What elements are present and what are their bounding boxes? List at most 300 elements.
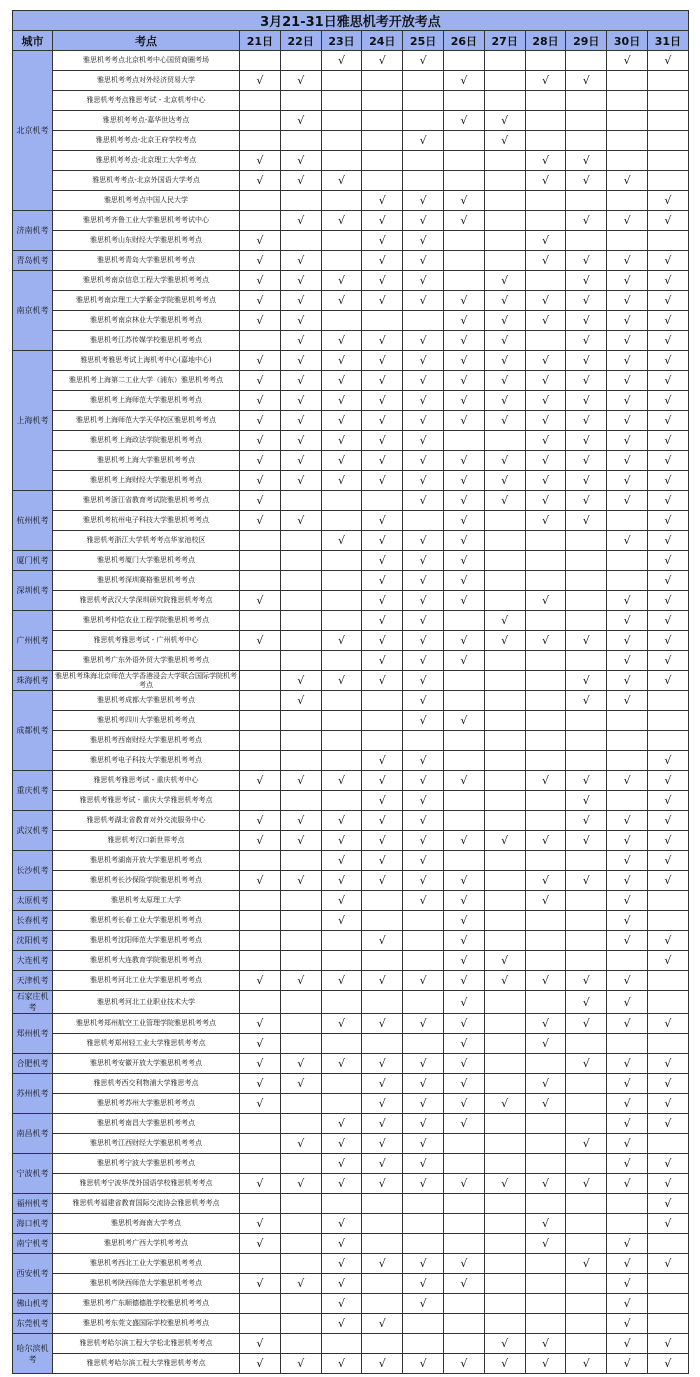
check-mark-cell: √ bbox=[321, 351, 362, 371]
table-row bbox=[13, 331, 689, 351]
check-mark-cell: √ bbox=[484, 351, 525, 371]
empty-day-cell bbox=[647, 1294, 688, 1314]
check-mark-cell: √ bbox=[443, 1094, 484, 1114]
check-mark-cell: √ bbox=[607, 631, 648, 651]
empty-day-cell bbox=[566, 891, 607, 911]
empty-day-cell bbox=[525, 571, 566, 591]
check-mark-cell: √ bbox=[566, 691, 607, 711]
empty-day-cell bbox=[240, 131, 281, 151]
empty-day-cell bbox=[566, 231, 607, 251]
check-mark-cell: √ bbox=[566, 1174, 607, 1194]
site-cell: 雅思机考河北工业大学雅思机考考点 bbox=[53, 971, 240, 991]
check-mark-cell: √ bbox=[566, 71, 607, 91]
site-cell: 雅思机考海南大学考点 bbox=[53, 1214, 240, 1234]
schedule-table bbox=[12, 10, 689, 1374]
check-mark-cell: √ bbox=[607, 1094, 648, 1114]
empty-day-cell bbox=[647, 731, 688, 751]
table-row bbox=[13, 731, 689, 751]
check-mark-cell: √ bbox=[403, 191, 444, 211]
empty-day-cell bbox=[607, 731, 648, 751]
check-mark-cell: √ bbox=[362, 851, 403, 871]
check-mark-cell: √ bbox=[280, 271, 321, 291]
check-mark-cell: √ bbox=[362, 1074, 403, 1094]
check-mark-cell: √ bbox=[403, 131, 444, 151]
city-cell: 上海机考 bbox=[13, 351, 53, 491]
table-row bbox=[13, 1254, 689, 1274]
check-mark-cell: √ bbox=[240, 171, 281, 191]
check-mark-cell: √ bbox=[443, 211, 484, 231]
empty-day-cell bbox=[280, 91, 321, 111]
check-mark-cell: √ bbox=[403, 551, 444, 571]
check-mark-cell: √ bbox=[566, 371, 607, 391]
empty-day-cell bbox=[484, 51, 525, 71]
empty-day-cell bbox=[240, 891, 281, 911]
check-mark-cell: √ bbox=[321, 1174, 362, 1194]
city-cell: 福州机考 bbox=[13, 1194, 53, 1214]
site-cell: 雅思机考考点-北京王府学校考点 bbox=[53, 131, 240, 151]
check-mark-cell: √ bbox=[484, 131, 525, 151]
table-row bbox=[13, 231, 689, 251]
check-mark-cell: √ bbox=[443, 1274, 484, 1294]
table-row bbox=[13, 1174, 689, 1194]
empty-day-cell bbox=[647, 911, 688, 931]
site-cell: 雅思机考上海大学雅思机考考点 bbox=[53, 451, 240, 471]
check-mark-cell: √ bbox=[525, 411, 566, 431]
empty-day-cell bbox=[362, 1334, 403, 1354]
empty-day-cell bbox=[525, 711, 566, 731]
check-mark-cell: √ bbox=[280, 151, 321, 171]
empty-day-cell bbox=[280, 911, 321, 931]
check-mark-cell: √ bbox=[525, 351, 566, 371]
check-mark-cell: √ bbox=[403, 491, 444, 511]
empty-day-cell bbox=[280, 231, 321, 251]
empty-day-cell bbox=[321, 511, 362, 531]
empty-day-cell bbox=[484, 751, 525, 771]
empty-day-cell bbox=[443, 1334, 484, 1354]
city-cell: 苏州机考 bbox=[13, 1074, 53, 1114]
check-mark-cell: √ bbox=[443, 951, 484, 971]
check-mark-cell: √ bbox=[280, 251, 321, 271]
check-mark-cell: √ bbox=[403, 831, 444, 851]
check-mark-cell: √ bbox=[566, 511, 607, 531]
city-cell: 青岛机考 bbox=[13, 251, 53, 271]
check-mark-cell: √ bbox=[525, 631, 566, 651]
check-mark-cell: √ bbox=[607, 1314, 648, 1334]
check-mark-cell: √ bbox=[403, 751, 444, 771]
check-mark-cell: √ bbox=[321, 451, 362, 471]
check-mark-cell: √ bbox=[362, 1054, 403, 1074]
table-row bbox=[13, 71, 689, 91]
empty-day-cell bbox=[484, 891, 525, 911]
check-mark-cell: √ bbox=[280, 1274, 321, 1294]
empty-day-cell bbox=[240, 611, 281, 631]
table-row bbox=[13, 51, 689, 71]
check-mark-cell: √ bbox=[647, 651, 688, 671]
check-mark-cell: √ bbox=[321, 1154, 362, 1174]
site-cell: 雅思机考南京林业大学雅思机考考点 bbox=[53, 311, 240, 331]
empty-day-cell bbox=[525, 731, 566, 751]
empty-day-cell bbox=[321, 71, 362, 91]
check-mark-cell: √ bbox=[240, 631, 281, 651]
check-mark-cell: √ bbox=[607, 611, 648, 631]
check-mark-cell: √ bbox=[525, 591, 566, 611]
check-mark-cell: √ bbox=[443, 911, 484, 931]
check-mark-cell: √ bbox=[321, 411, 362, 431]
check-mark-cell: √ bbox=[362, 1114, 403, 1134]
check-mark-cell: √ bbox=[443, 1254, 484, 1274]
city-cell: 宁波机考 bbox=[13, 1154, 53, 1194]
check-mark-cell: √ bbox=[647, 331, 688, 351]
city-cell: 北京机考 bbox=[13, 51, 53, 211]
empty-day-cell bbox=[566, 851, 607, 871]
check-mark-cell: √ bbox=[403, 1254, 444, 1274]
check-mark-cell: √ bbox=[566, 971, 607, 991]
table-row bbox=[13, 1114, 689, 1134]
empty-day-cell bbox=[647, 1134, 688, 1154]
empty-day-cell bbox=[607, 711, 648, 731]
empty-day-cell bbox=[240, 1314, 281, 1334]
empty-day-cell bbox=[484, 1234, 525, 1254]
empty-day-cell bbox=[647, 71, 688, 91]
check-mark-cell: √ bbox=[484, 1354, 525, 1374]
empty-day-cell bbox=[403, 171, 444, 191]
check-mark-cell: √ bbox=[443, 991, 484, 1014]
empty-day-cell bbox=[321, 91, 362, 111]
check-mark-cell: √ bbox=[280, 351, 321, 371]
check-mark-cell: √ bbox=[362, 231, 403, 251]
check-mark-cell: √ bbox=[362, 211, 403, 231]
empty-day-cell bbox=[484, 811, 525, 831]
empty-day-cell bbox=[321, 1194, 362, 1214]
site-cell: 雅思机考浙江省教育考试院雅思机考考点 bbox=[53, 491, 240, 511]
check-mark-cell: √ bbox=[403, 971, 444, 991]
empty-day-cell bbox=[362, 731, 403, 751]
empty-day-cell bbox=[607, 571, 648, 591]
empty-day-cell bbox=[484, 251, 525, 271]
empty-day-cell bbox=[484, 231, 525, 251]
empty-day-cell bbox=[647, 1234, 688, 1254]
table-row bbox=[13, 751, 689, 771]
check-mark-cell: √ bbox=[403, 871, 444, 891]
check-mark-cell: √ bbox=[240, 411, 281, 431]
column-header-day: 22日 bbox=[280, 31, 321, 51]
empty-day-cell bbox=[484, 71, 525, 91]
table-body bbox=[13, 51, 689, 1374]
empty-day-cell bbox=[280, 651, 321, 671]
empty-day-cell bbox=[647, 691, 688, 711]
check-mark-cell: √ bbox=[566, 631, 607, 651]
check-mark-cell: √ bbox=[607, 351, 648, 371]
table-row bbox=[13, 951, 689, 971]
check-mark-cell: √ bbox=[321, 391, 362, 411]
check-mark-cell: √ bbox=[607, 371, 648, 391]
check-mark-cell: √ bbox=[240, 1074, 281, 1094]
check-mark-cell: √ bbox=[566, 351, 607, 371]
check-mark-cell: √ bbox=[607, 1254, 648, 1274]
empty-day-cell bbox=[240, 691, 281, 711]
check-mark-cell: √ bbox=[403, 891, 444, 911]
check-mark-cell: √ bbox=[566, 431, 607, 451]
check-mark-cell: √ bbox=[607, 431, 648, 451]
empty-day-cell bbox=[566, 1294, 607, 1314]
check-mark-cell: √ bbox=[607, 1334, 648, 1354]
empty-day-cell bbox=[484, 1014, 525, 1034]
check-mark-cell: √ bbox=[607, 1154, 648, 1174]
empty-day-cell bbox=[566, 751, 607, 771]
check-mark-cell: √ bbox=[443, 1114, 484, 1134]
site-cell: 雅思机考杭州电子科技大学雅思机考考点 bbox=[53, 511, 240, 531]
check-mark-cell: √ bbox=[566, 771, 607, 791]
check-mark-cell: √ bbox=[525, 1234, 566, 1254]
check-mark-cell: √ bbox=[403, 411, 444, 431]
check-mark-cell: √ bbox=[321, 471, 362, 491]
check-mark-cell: √ bbox=[403, 791, 444, 811]
site-cell: 雅思机考广东顺德德胜学校雅思机考考点 bbox=[53, 1294, 240, 1314]
empty-day-cell bbox=[280, 571, 321, 591]
empty-day-cell bbox=[607, 791, 648, 811]
check-mark-cell: √ bbox=[647, 931, 688, 951]
site-cell: 雅思机考武汉大学深圳研究院雅思机考考点 bbox=[53, 591, 240, 611]
site-cell: 雅思机考齐鲁工业大学雅思机考考试中心 bbox=[53, 211, 240, 231]
site-cell: 雅思机考山东财经大学雅思机考考点 bbox=[53, 231, 240, 251]
site-cell: 雅思机考宁波华茂外国语学校雅思机考考点 bbox=[53, 1174, 240, 1194]
table-row bbox=[13, 791, 689, 811]
empty-day-cell bbox=[280, 951, 321, 971]
table-row bbox=[13, 971, 689, 991]
check-mark-cell: √ bbox=[525, 151, 566, 171]
empty-day-cell bbox=[484, 1034, 525, 1054]
check-mark-cell: √ bbox=[525, 971, 566, 991]
empty-day-cell bbox=[403, 1194, 444, 1214]
check-mark-cell: √ bbox=[403, 471, 444, 491]
empty-day-cell bbox=[566, 1334, 607, 1354]
city-cell: 合肥机考 bbox=[13, 1054, 53, 1074]
table-row bbox=[13, 1074, 689, 1094]
empty-day-cell bbox=[443, 1234, 484, 1254]
empty-day-cell bbox=[321, 191, 362, 211]
check-mark-cell: √ bbox=[280, 411, 321, 431]
table-row bbox=[13, 551, 689, 571]
site-cell: 雅思机考太原理工大学 bbox=[53, 891, 240, 911]
city-cell: 大连机考 bbox=[13, 951, 53, 971]
table-row bbox=[13, 1234, 689, 1254]
site-cell: 雅思机考宁波大学雅思机考考点 bbox=[53, 1154, 240, 1174]
empty-day-cell bbox=[484, 91, 525, 111]
check-mark-cell: √ bbox=[525, 171, 566, 191]
empty-day-cell bbox=[607, 91, 648, 111]
empty-day-cell bbox=[443, 151, 484, 171]
empty-day-cell bbox=[240, 1254, 281, 1274]
table-row bbox=[13, 151, 689, 171]
table-row bbox=[13, 591, 689, 611]
check-mark-cell: √ bbox=[484, 471, 525, 491]
empty-day-cell bbox=[362, 1034, 403, 1054]
empty-day-cell bbox=[362, 891, 403, 911]
empty-day-cell bbox=[484, 1054, 525, 1074]
check-mark-cell: √ bbox=[607, 1014, 648, 1034]
table-row bbox=[13, 211, 689, 231]
check-mark-cell: √ bbox=[607, 691, 648, 711]
check-mark-cell: √ bbox=[647, 1334, 688, 1354]
check-mark-cell: √ bbox=[321, 671, 362, 691]
table-row bbox=[13, 411, 689, 431]
city-cell: 珠海机考 bbox=[13, 671, 53, 691]
check-mark-cell: √ bbox=[403, 1054, 444, 1074]
check-mark-cell: √ bbox=[443, 511, 484, 531]
check-mark-cell: √ bbox=[607, 811, 648, 831]
empty-day-cell bbox=[525, 1254, 566, 1274]
table-row bbox=[13, 111, 689, 131]
check-mark-cell: √ bbox=[647, 1174, 688, 1194]
check-mark-cell: √ bbox=[525, 871, 566, 891]
check-mark-cell: √ bbox=[240, 511, 281, 531]
empty-day-cell bbox=[240, 91, 281, 111]
empty-day-cell bbox=[525, 191, 566, 211]
empty-day-cell bbox=[240, 1154, 281, 1174]
empty-day-cell bbox=[321, 311, 362, 331]
empty-day-cell bbox=[280, 731, 321, 751]
check-mark-cell: √ bbox=[240, 1034, 281, 1054]
table-row bbox=[13, 131, 689, 151]
check-mark-cell: √ bbox=[566, 171, 607, 191]
empty-day-cell bbox=[607, 951, 648, 971]
check-mark-cell: √ bbox=[321, 1354, 362, 1374]
empty-day-cell bbox=[525, 331, 566, 351]
check-mark-cell: √ bbox=[525, 71, 566, 91]
check-mark-cell: √ bbox=[362, 771, 403, 791]
empty-day-cell bbox=[321, 691, 362, 711]
empty-day-cell bbox=[240, 1114, 281, 1134]
empty-day-cell bbox=[525, 131, 566, 151]
site-cell: 雅思机考东莞文盛国际学校雅思机考考点 bbox=[53, 1314, 240, 1334]
empty-day-cell bbox=[484, 651, 525, 671]
check-mark-cell: √ bbox=[484, 411, 525, 431]
site-cell: 雅思机考陕西师范大学雅思机考考点 bbox=[53, 1274, 240, 1294]
check-mark-cell: √ bbox=[443, 111, 484, 131]
empty-day-cell bbox=[484, 851, 525, 871]
empty-day-cell bbox=[443, 271, 484, 291]
table-row bbox=[13, 531, 689, 551]
site-cell: 雅思机考长春工业大学雅思机考考点 bbox=[53, 911, 240, 931]
check-mark-cell: √ bbox=[362, 531, 403, 551]
empty-day-cell bbox=[321, 151, 362, 171]
empty-day-cell bbox=[484, 431, 525, 451]
page-title: 3月21-31日雅思机考开放考点 bbox=[13, 11, 689, 31]
table-row bbox=[13, 1034, 689, 1054]
empty-day-cell bbox=[280, 791, 321, 811]
column-header-day: 29日 bbox=[566, 31, 607, 51]
empty-day-cell bbox=[362, 111, 403, 131]
check-mark-cell: √ bbox=[240, 471, 281, 491]
check-mark-cell: √ bbox=[240, 831, 281, 851]
site-cell: 雅思机考浙江大学机考考点华家池校区 bbox=[53, 531, 240, 551]
check-mark-cell: √ bbox=[240, 1094, 281, 1114]
check-mark-cell: √ bbox=[321, 631, 362, 651]
empty-day-cell bbox=[484, 731, 525, 751]
empty-day-cell bbox=[321, 1034, 362, 1054]
empty-day-cell bbox=[280, 851, 321, 871]
check-mark-cell: √ bbox=[607, 851, 648, 871]
empty-day-cell bbox=[280, 1334, 321, 1354]
check-mark-cell: √ bbox=[321, 831, 362, 851]
empty-day-cell bbox=[443, 51, 484, 71]
empty-day-cell bbox=[280, 611, 321, 631]
check-mark-cell: √ bbox=[362, 451, 403, 471]
check-mark-cell: √ bbox=[403, 371, 444, 391]
check-mark-cell: √ bbox=[403, 331, 444, 351]
empty-day-cell bbox=[362, 131, 403, 151]
column-header-day: 21日 bbox=[240, 31, 281, 51]
check-mark-cell: √ bbox=[607, 1174, 648, 1194]
check-mark-cell: √ bbox=[525, 831, 566, 851]
check-mark-cell: √ bbox=[240, 871, 281, 891]
check-mark-cell: √ bbox=[647, 1154, 688, 1174]
check-mark-cell: √ bbox=[443, 291, 484, 311]
empty-day-cell bbox=[280, 51, 321, 71]
table-row bbox=[13, 1214, 689, 1234]
check-mark-cell: √ bbox=[280, 1074, 321, 1094]
table-row bbox=[13, 671, 689, 691]
site-cell: 雅思机考江西财经大学雅思机考考点 bbox=[53, 1134, 240, 1154]
check-mark-cell: √ bbox=[647, 251, 688, 271]
site-cell: 雅思机考考点对外经济贸易大学 bbox=[53, 71, 240, 91]
check-mark-cell: √ bbox=[321, 371, 362, 391]
empty-day-cell bbox=[566, 611, 607, 631]
empty-day-cell bbox=[321, 131, 362, 151]
check-mark-cell: √ bbox=[362, 191, 403, 211]
empty-day-cell bbox=[403, 111, 444, 131]
check-mark-cell: √ bbox=[403, 851, 444, 871]
city-cell: 东莞机考 bbox=[13, 1314, 53, 1334]
check-mark-cell: √ bbox=[525, 1214, 566, 1234]
check-mark-cell: √ bbox=[280, 111, 321, 131]
empty-day-cell bbox=[566, 1274, 607, 1294]
empty-day-cell bbox=[566, 1094, 607, 1114]
check-mark-cell: √ bbox=[443, 191, 484, 211]
empty-day-cell bbox=[566, 531, 607, 551]
empty-day-cell bbox=[321, 791, 362, 811]
empty-day-cell bbox=[443, 171, 484, 191]
empty-day-cell bbox=[240, 331, 281, 351]
city-cell: 石家庄机考 bbox=[13, 991, 53, 1014]
check-mark-cell: √ bbox=[240, 491, 281, 511]
empty-day-cell bbox=[321, 571, 362, 591]
empty-day-cell bbox=[240, 571, 281, 591]
empty-day-cell bbox=[321, 111, 362, 131]
empty-day-cell bbox=[607, 131, 648, 151]
empty-day-cell bbox=[443, 251, 484, 271]
check-mark-cell: √ bbox=[362, 631, 403, 651]
check-mark-cell: √ bbox=[484, 1094, 525, 1114]
check-mark-cell: √ bbox=[362, 1354, 403, 1374]
empty-day-cell bbox=[362, 1294, 403, 1314]
check-mark-cell: √ bbox=[321, 1134, 362, 1154]
empty-day-cell bbox=[403, 911, 444, 931]
empty-day-cell bbox=[566, 111, 607, 131]
table-row bbox=[13, 851, 689, 871]
check-mark-cell: √ bbox=[647, 431, 688, 451]
empty-day-cell bbox=[403, 1214, 444, 1234]
empty-day-cell bbox=[484, 191, 525, 211]
check-mark-cell: √ bbox=[443, 331, 484, 351]
table-row bbox=[13, 831, 689, 851]
check-mark-cell: √ bbox=[443, 1014, 484, 1034]
table-row bbox=[13, 91, 689, 111]
check-mark-cell: √ bbox=[566, 1254, 607, 1274]
empty-day-cell bbox=[403, 731, 444, 751]
check-mark-cell: √ bbox=[566, 311, 607, 331]
site-cell: 雅思机考深圳赛格雅思机考考点 bbox=[53, 571, 240, 591]
